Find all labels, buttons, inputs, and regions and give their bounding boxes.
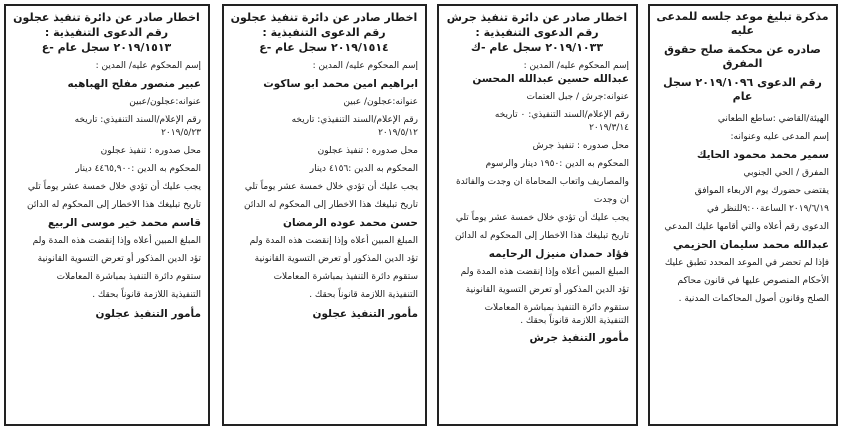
warning-line-3: الصلح وقانون أصول المحاكمات المدنية . xyxy=(678,294,829,304)
case-number: رقم الدعوى ٢٠١٩/١٠٩٦ سجل عام xyxy=(663,76,822,103)
warning-line-2: تؤد الدين المذكور أو تعرض التسوية القانونية xyxy=(254,254,418,264)
warning-line-2: تؤد الدين المذكور أو تعرض التسوية القانونية xyxy=(37,254,201,264)
debtor-label: إسم المحكوم عليه/ المدين : xyxy=(95,61,201,71)
notice-title: اخطار صادر عن دائرة تنفيذ جرش xyxy=(446,11,628,24)
execution-notice-jerash xyxy=(437,4,638,426)
amount-line-2: والمصاريف واتعاب المحاماة ان وجدت والفائدة xyxy=(455,177,629,187)
warning-line-1: المبلغ المبين أعلاه وإذا إنقضت هذه المدة ولم xyxy=(32,236,201,246)
document-ref: رقم الإعلام/السند التنفيذي: ٠ تاريخه xyxy=(494,110,629,120)
document-date: ٢٠١٩/٣/١٤ xyxy=(589,123,629,133)
execution-notice-ajloun-1513 xyxy=(4,4,210,426)
warning-line-4: التنفيذية اللازمة قانوناً بحقك . xyxy=(309,290,418,300)
warning-line-1: المبلغ المبين أعلاه وإذا إنقضت هذه المدة ولم xyxy=(460,267,629,277)
hearing-line-1: يقتضى حضورك يوم الاربعاء الموافق xyxy=(694,186,829,196)
creditor-name: قاسم محمد خير موسى الربيع xyxy=(47,217,201,229)
debtor-name: عبير منصور مفلح الهباهبه xyxy=(67,78,201,90)
debtor-name: ابراهيم امين محمد ابو ساكوت xyxy=(263,78,418,90)
debtor-label: إسم المحكوم عليه/ المدين : xyxy=(523,61,629,71)
notice-title: اخطار صادر عن دائرة تنفيذ عجلون xyxy=(13,11,200,24)
warning-line-1: فإذا لم تحضر في الموعد المحدد تطبق عليك xyxy=(664,258,829,268)
warning-line-1: المبلغ المبين أعلاه وإذا إنقضت هذه المدة ولم xyxy=(249,236,418,246)
warning-line-4: التنفيذية اللازمة قانوناً بحقك . xyxy=(520,316,629,326)
notice-title: اخطار صادر عن دائرة تنفيذ عجلون xyxy=(230,11,418,24)
case-number: ٢٠١٩/١٥١٣ سجل عام -ع xyxy=(41,41,172,54)
plaintiff-name: عبدالله محمد سليمان الحزيمي xyxy=(673,239,829,251)
hearing-line-2: ٢٠١٩/٦/١٩ الساعة٩:٠٠للنظر في xyxy=(707,204,829,214)
hearing-notice-mafraq xyxy=(648,4,838,426)
judgment-amount: المحكوم به الدين :٤١٥٦ دينار xyxy=(309,164,418,174)
warning-line-3: ستقوم دائرة التنفيذ بمباشرة المعاملات xyxy=(273,272,418,282)
defendant-label: إسم المدعى عليه وعنوانه: xyxy=(730,132,829,142)
defendant-address: المفرق / الحي الجنوبي xyxy=(743,168,829,178)
payment-line-2: تاريخ تبليغك هذا الاخطار إلى المحكوم له الدائن xyxy=(244,200,418,210)
debtor-label: إسم المحكوم عليه/ المدين : xyxy=(312,61,418,71)
panel-judge: الهيئة/القاضي :ساطع الطعاني xyxy=(717,114,829,124)
case-label: رقم الدعوى التنفيذية : xyxy=(262,26,386,39)
payment-line-2: تاريخ تبليغك هذا الاخطار إلى المحكوم له الدائن xyxy=(27,200,201,210)
officer-signature: مأمور التنفيذ جرش xyxy=(529,332,629,344)
warning-line-2: تؤد الدين المذكور أو تعرض التسوية القانونية xyxy=(465,285,629,295)
creditor-name: حسن محمد عوده الرمضان xyxy=(282,217,418,229)
debtor-name: عبدالله حسين عبدالله المحسن xyxy=(472,73,629,85)
case-number: ٢٠١٩/١٠٣٣ سجل عام -ك xyxy=(470,41,604,54)
defendant-name: سمير محمد محمود الحايك xyxy=(696,149,829,161)
issue-place: محل صدوره : تنفيذ عجلون xyxy=(100,146,201,156)
judgment-amount: المحكوم به الدين :٤٤٦٥,٩٠٠ دينار xyxy=(75,164,201,174)
debtor-address: عنوانه:عجلون/عبين xyxy=(129,97,201,107)
payment-line-1: يجب عليك أن تؤدي خلال خمسة عشر يوماً تلي xyxy=(27,182,201,192)
court-name: صادره عن محكمة صلح حقوق المفرق xyxy=(664,43,821,70)
payment-line-1: يجب عليك أن تؤدي خلال خمسة عشر يوماً تلي xyxy=(455,213,629,223)
document-ref: رقم الإعلام/السند التنفيذي: تاريخه xyxy=(74,115,201,125)
creditor-name: فؤاد حمدان منيزل الرحايمه xyxy=(488,248,629,260)
warning-line-3: ستقوم دائرة التنفيذ بمباشرة المعاملات xyxy=(484,303,629,313)
execution-notice-ajloun-1514 xyxy=(222,4,427,426)
amount-line-3: ان وجدت xyxy=(593,195,629,205)
hearing-line-3: الدعوى رقم أعلاه والتي أقامها عليك المدعي xyxy=(664,222,829,232)
payment-line-2: تاريخ تبليغك هذا الاخطار إلى المحكوم له الدائن xyxy=(455,231,629,241)
case-label: رقم الدعوى التنفيذية : xyxy=(475,26,599,39)
amount-line-1: المحكوم به الدين :١٩٥٠ دينار والرسوم xyxy=(485,159,629,169)
debtor-address: عنوانه:عجلون/ عبين xyxy=(343,97,418,107)
officer-signature: مأمور التنفيذ عجلون xyxy=(95,308,201,320)
payment-line-1: يجب عليك أن تؤدي خلال خمسة عشر يوماً تلي xyxy=(244,182,418,192)
debtor-address: عنوانه:جرش / جبل العتمات xyxy=(526,92,629,102)
document-date: ٢٠١٩/٥/٢٣ xyxy=(161,128,201,138)
notice-title: مذكرة تبليغ موعد جلسه للمدعى عليه xyxy=(656,10,829,37)
officer-signature: مأمور التنفيذ عجلون xyxy=(312,308,418,320)
warning-line-4: التنفيذية اللازمة قانوناً بحقك . xyxy=(92,290,201,300)
case-label: رقم الدعوى التنفيذية : xyxy=(44,26,169,39)
document-date: ٢٠١٩/٥/١٢ xyxy=(378,128,418,138)
case-number: ٢٠١٩/١٥١٤ سجل عام -ع xyxy=(259,41,389,54)
document-ref: رقم الإعلام/السند التنفيذي: تاريخه xyxy=(291,115,418,125)
issue-place: محل صدوره : تنفيذ جرش xyxy=(532,141,629,151)
warning-line-2: الأحكام المنصوص عليها في قانون محاكم xyxy=(677,276,829,286)
warning-line-3: ستقوم دائرة التنفيذ بمباشرة المعاملات xyxy=(56,272,201,282)
issue-place: محل صدوره : تنفيذ عجلون xyxy=(317,146,418,156)
